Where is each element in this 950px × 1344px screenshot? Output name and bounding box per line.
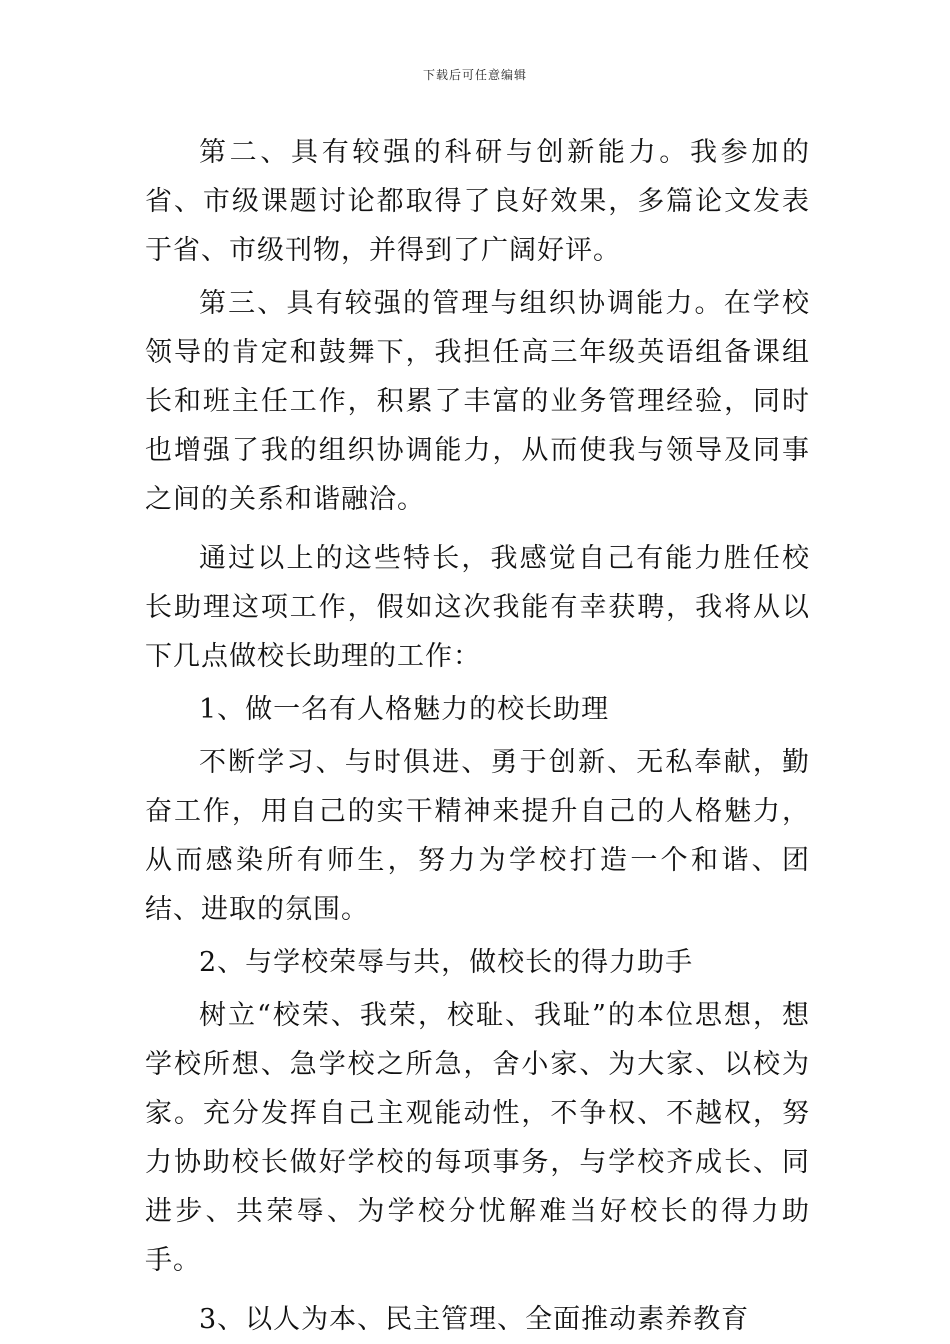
paragraph-management-ability: 第三、具有较强的管理与组织协调能力。在学校领导的肯定和鼓舞下，我担任高三年级英语组备课组长和班主任工作，积累了丰富的业务管理经验，同时也增强了我的组织协调能力，从而使我与领导及同事之间的关系和谐融洽。 (145, 288, 810, 515)
header-note: 下载后可任意编辑 (422, 68, 527, 82)
paragraph-research-ability: 第二、具有较强的科研与创新能力。我参加的省、市级课题讨论都取得了良好效果，多篇论文发表于省、市级刊物，并得到了广阔好评。 (145, 137, 810, 266)
heading-point-2: 2、与学校荣辱与共，做校长的得力助手 (199, 947, 694, 978)
paragraph-point-2: 树立“校荣、我荣，校耻、我耻”的本位思想，想学校所想、急学校之所急，舍小家、为大家、以校为家。充分发挥自己主观能动性，不争权、不越权，努力协助校长做好学校的每项事务，与学校齐成长、同进步、共荣辱、为学校分忧解难当好校长的得力助手。 (145, 1000, 810, 1276)
heading-point-3: 3、以人为本、民主管理、全面推动素养教育 (199, 1304, 750, 1335)
document-body (145, 128, 810, 1344)
heading-point-1: 1、做一名有人格魅力的校长助理 (199, 694, 610, 725)
paragraph-qualification-summary: 通过以上的这些特长，我感觉自己有能力胜任校长助理这项工作，假如这次我能有幸获聘，我将从以下几点做校长助理的工作： (145, 543, 810, 672)
paragraph-point-1: 不断学习、与时俱进、勇于创新、无私奉献，勤奋工作，用自己的实干精神来提升自己的人格魅力，从而感染所有师生，努力为学校打造一个和谐、团结、进取的氛围。 (145, 747, 810, 925)
